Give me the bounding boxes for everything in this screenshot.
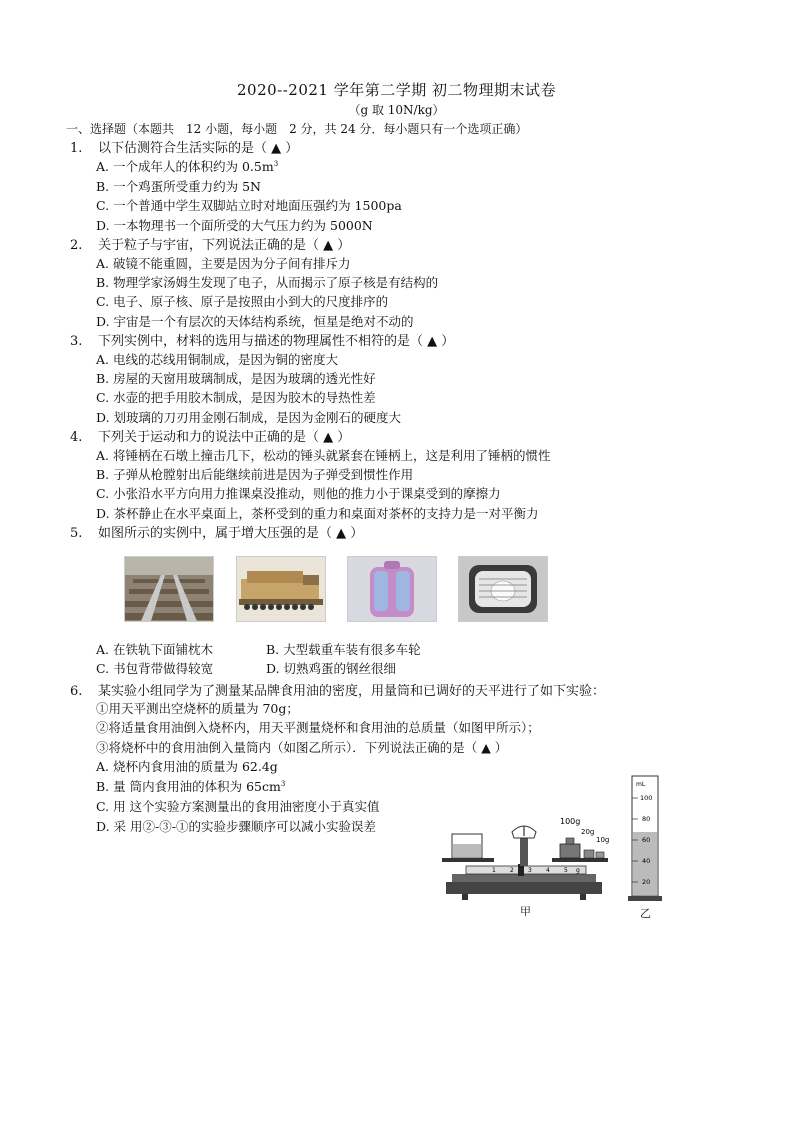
option-3c: C. 水壶的把手用胶木制成，是因为胶木的导热性差 [96, 390, 376, 405]
cylinder-tick: 100 [640, 794, 653, 802]
option-3a: A. 电线的芯线用铜制成，是因为铜的密度大 [96, 352, 338, 367]
railway-icon [125, 557, 213, 621]
question-stem: 下列实例中，材料的选用与描述的物理属性不相符的是（ ▲ ） [98, 334, 455, 349]
cylinder-tick: 60 [642, 836, 651, 844]
right-pan [552, 858, 608, 862]
figure-caption-yi: 乙 [640, 907, 651, 920]
option-4d: D. 茶杯静止在水平桌面上，茶杯受到的重力和桌面对茶杯的支持力是一对平衡力 [96, 506, 539, 521]
scale-tick: 4 [546, 867, 550, 874]
option-5a: A. 在铁轨下面铺枕木 [96, 642, 213, 657]
option-6c: C. 用 这个实验方案测量出的食用油密度小于真实值 [96, 799, 380, 814]
balance-figure [436, 790, 616, 910]
scale-unit: g [576, 867, 580, 874]
railway-track-image [124, 556, 214, 622]
backpack-icon [348, 557, 436, 621]
option-2d: D. 宇宙是一个有层次的天体结构系统，恒星是绝对不动的 [96, 314, 414, 329]
oil [453, 844, 481, 857]
option-3d: D. 划玻璃的刀刃用金刚石制成，是因为金刚石的硬度大 [96, 410, 402, 425]
weight-20g [584, 850, 594, 858]
option-4a: A. 将锤柄在石墩上撞击几下，松动的锤头就紧套在锤柄上，这是利用了锤柄的惯性 [96, 448, 551, 463]
superscript: 3 [273, 159, 279, 168]
weight-10g [596, 852, 604, 858]
scale-tick: 2 [510, 867, 514, 874]
cylinder-tick: 40 [642, 857, 651, 865]
question-stem: 以下估测符合生活实际的是（ ▲ ） [98, 141, 299, 156]
question-stem: 关于粒子与宇宙，下列说法正确的是（ ▲ ） [98, 238, 351, 253]
option-1b: B. 一个鸡蛋所受重力约为 5N [96, 179, 261, 194]
superscript: 3 [280, 779, 286, 788]
question-5 [70, 522, 363, 541]
question-1 [70, 137, 298, 156]
weight-label: 20g [581, 828, 595, 836]
measuring-cylinder-figure [624, 772, 664, 904]
question-number: 6. [70, 684, 83, 699]
question-4 [70, 426, 350, 445]
page-subtitle: （g 取 10N/kg） [348, 103, 445, 117]
left-pan [442, 858, 494, 862]
question-number: 5. [70, 526, 83, 541]
question-stem: 某实验小组同学为了测量某品牌食用油的密度，用量筒和已调好的天平进行了如下实验： [98, 684, 606, 699]
option-4b: B. 子弹从枪膛射出后能继续前进是因为子弹受到惯性作用 [96, 467, 414, 482]
question-stem: 如图所示的实例中，属于增大压强的是（ ▲ ） [98, 526, 364, 541]
heavy-truck-image [236, 556, 326, 622]
question-2 [70, 234, 350, 253]
step-1: ①用天平测出空烧杯的质量为 70g； [96, 701, 299, 716]
option-5d: D. 切熟鸡蛋的钢丝很细 [266, 661, 397, 676]
section-heading: 一、选择题（本题共 12 小题，每小题 2 分，共 24 分．每小题只有一个选项正确） [66, 122, 528, 136]
weight-label: 10g [596, 836, 610, 844]
option-2c: C. 电子、原子核、原子是按照由小到大的尺度排序的 [96, 294, 389, 309]
weight-label: 100g [560, 817, 581, 826]
egg-slicer-icon [459, 557, 547, 621]
cylinder-tick: 20 [642, 878, 651, 886]
option-4c: C. 小张沿水平方向用力推课桌没推动，则他的推力小于课桌受到的摩擦力 [96, 486, 501, 501]
step-2: ②将适量食用油倒入烧杯内，用天平测量烧杯和食用油的总质量（如图甲所示）； [96, 720, 540, 735]
balance-scale [466, 866, 586, 874]
question-6 [70, 680, 605, 699]
option-2b: B. 物理学家汤姆生发现了电子，从而揭示了原子核是有结构的 [96, 275, 439, 290]
scale-tick: 5 [564, 867, 568, 874]
backpack-image [347, 556, 437, 622]
question-stem: 下列关于运动和力的说法中正确的是（ ▲ ） [98, 430, 351, 445]
page-title: 2020--2021 学年第二学期 初二物理期末试卷 [236, 81, 557, 99]
egg-slicer-image [458, 556, 548, 622]
question-number: 2. [70, 238, 83, 253]
option-2a: A. 破镜不能重圆，主要是因为分子间有排斥力 [96, 256, 351, 271]
truck-icon [237, 557, 325, 621]
option-1c: C. 一个普通中学生双脚站立时对地面压强约为 1500pa [96, 198, 402, 213]
option-3b: B. 房屋的天窗用玻璃制成，是因为玻璃的透光性好 [96, 371, 376, 386]
option-6d: D. 采 用②-③-①的实验步骤顺序可以减小实验误差 [96, 819, 376, 834]
cylinder-tick: 80 [642, 815, 651, 823]
option-1a: A. 一个成年人的体积约为 $0.5m^3$ [96, 159, 279, 174]
cylinder-unit: mL [636, 781, 646, 788]
balance-base [446, 882, 602, 894]
question-number: 1. [70, 141, 83, 156]
weight-100g [560, 844, 580, 858]
figure-caption-jia: 甲 [520, 905, 531, 918]
scale-tick: 1 [492, 867, 496, 874]
question-number: 4. [70, 430, 83, 445]
question-number: 3. [70, 334, 83, 349]
step-3: ③将烧杯中的食用油倒入量筒内（如图乙所示）．下列说法正确的是（ ▲ ） [96, 740, 508, 755]
option-6b: B. 量 筒内食用油的体积为 $65cm^3$ [96, 779, 286, 794]
question-3 [70, 330, 454, 349]
option-5b: B. 大型载重车装有很多车轮 [266, 642, 421, 657]
option-5c: C. 书包背带做得较宽 [96, 661, 214, 676]
option-6a: A. 烧杯内食用油的质量为 62.4g [96, 759, 278, 774]
option-1d: D. 一本物理书一个面所受的大气压力约为 5000N [96, 218, 373, 233]
scale-tick: 3 [528, 867, 532, 874]
